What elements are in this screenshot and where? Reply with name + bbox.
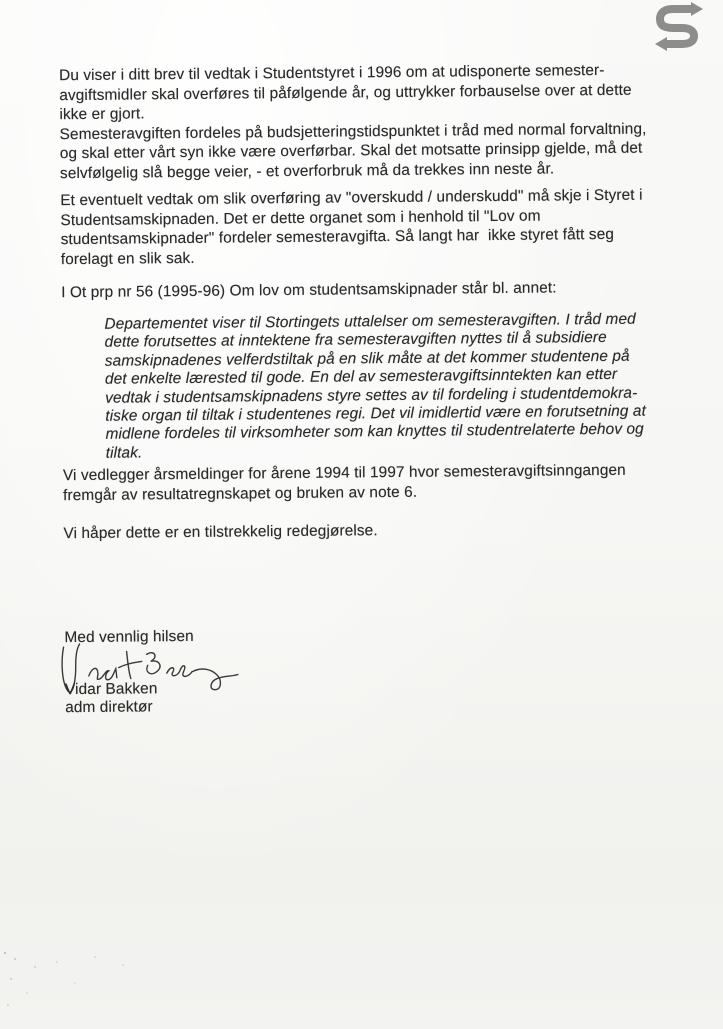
paragraph-ot-prp-reference: I Ot prp nr 56 (1995-96) Om lov om studentsamskipnader står bl. annet: xyxy=(61,279,557,302)
signer-name: Vidar Bakken xyxy=(64,680,158,699)
signer-title: adm direktør xyxy=(65,698,153,717)
paragraph-vedtak: Et eventuelt vedtak om slik overføring av "overskudd / underskudd" må skje i Styret i Studentsamskipnaden. Det er dette organet som i henhold til "Lov om studentsamskipnader" fordeler semesteravgifta. Så langt har ikke styret fått seg forelagt en slik sak. xyxy=(60,186,643,268)
paragraph-vedlegg: Vi vedlegger årsmeldinger for årene 1994 til 1997 hvor semesteravgiftsinngangen fremgår av resultatregnskapet og bruken av note 6. xyxy=(62,461,626,504)
scan-noise-speckles xyxy=(4,952,6,954)
block-quote-departementet: Departementet viser til Stortingets uttalelser om semesteravgiften. I tråd med dette forutsettes at inntektene fra semesteravgiften nyttes til å subsidiere samskipnadenes velferdstiltak på en slik måte at det kommer studentene på det enkelte lærested til gode. En del av semesteravgiftsinntekten kan etter vedtak i studentsamskipnadens styre settes av til fordeling i studentdemokra- tiske organ til tiltak i studentenes regi. Det vil imidlertid være en forutsetning at midlene fordeles til virksomheter som kan knyttes til studentrelaterte behov og tiltak. xyxy=(104,310,646,462)
paragraph-intro: Du viser i ditt brev til vedtak i Studentstyret i 1996 om at udisponerte semester- avgiftsmidler skal overføres til påfølgende år, og uttrykker forbauselse over at dette ikke er gjort. Semesteravgiften fordeles på budsjetteringstidspunktet i tråd med normal forvaltning, og skal etter vårt syn ikke være overførbar. Skal det motsatte prinsipp gjelde, må det selvfølgelig slå begge veier, - et overforbruk må da trekkes inn neste år. xyxy=(58,61,647,183)
paragraph-closing-remark: Vi håper dette er en tilstrekkelig redegjørelse. xyxy=(63,522,378,543)
closing-salutation: Med vennlig hilsen xyxy=(64,627,194,647)
